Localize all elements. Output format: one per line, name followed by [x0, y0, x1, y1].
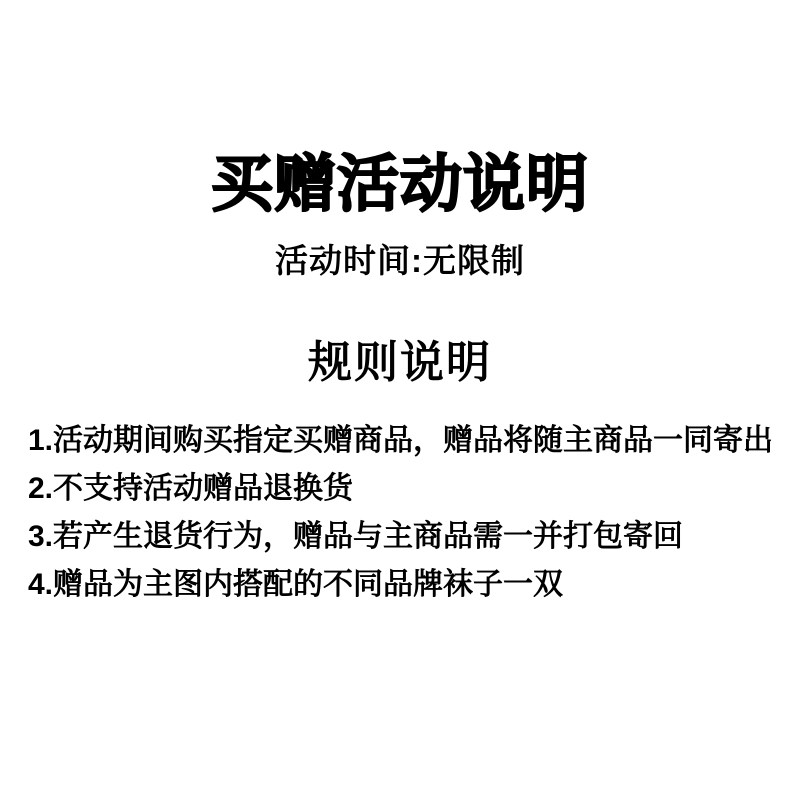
- rules-list: [28, 417, 788, 609]
- rule-item-4: 4.赠品为主图内搭配的不同品牌袜子一双: [28, 568, 564, 601]
- rule-item-2: 2.不支持活动赠品退换货: [28, 472, 354, 505]
- rule-item-1: 1.活动期间购买指定买赠商品，赠品将随主商品一同寄出: [28, 424, 774, 457]
- page-title: 买赠活动说明: [210, 150, 589, 219]
- activity-time-label: 活动时间:无限制: [275, 242, 525, 279]
- rules-heading: 规则说明: [308, 338, 492, 387]
- rule-item-3: 3.若产生退货行为，赠品与主商品需一并打包寄回: [28, 520, 684, 553]
